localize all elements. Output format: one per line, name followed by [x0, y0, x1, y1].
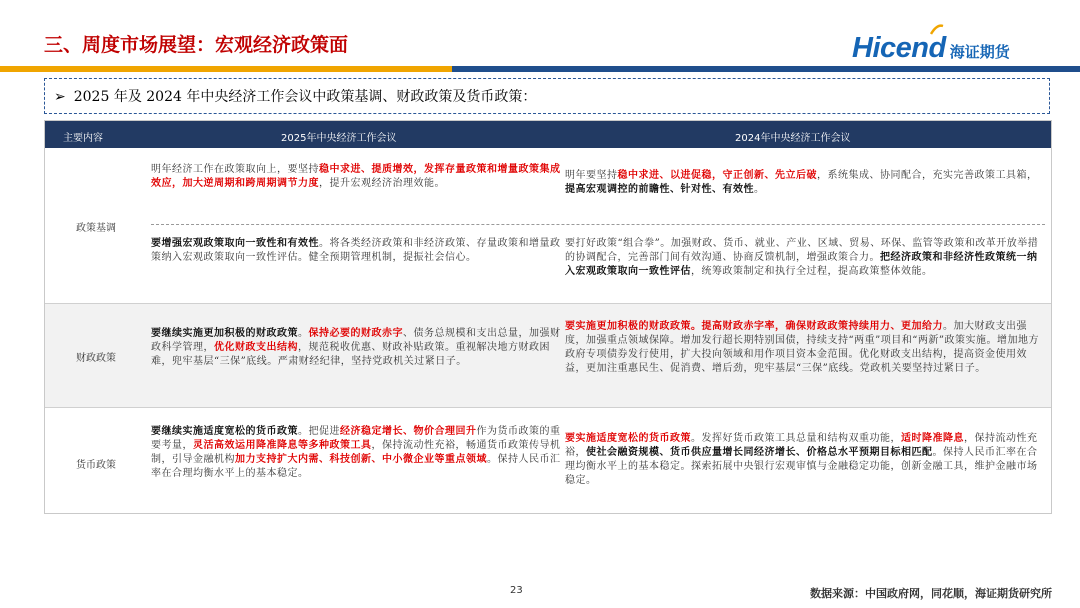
slide-title: 三、周度市场展望：宏观经济政策面 [44, 34, 349, 56]
text-segment: 。发挥好货币政策工具总量和结构双重功能， [691, 433, 901, 444]
text-segment: 提高宏观调控的前瞻性、针对性、有效性 [565, 184, 754, 195]
logo-swoosh-icon [930, 24, 944, 36]
cell-2024-tone-b [565, 237, 1045, 279]
section-subtitle [54, 86, 536, 106]
cell-2025-monetary [151, 425, 561, 481]
arrow-bullet-icon: ➢ [54, 89, 66, 105]
policy-comparison-table [44, 120, 1052, 514]
text-segment: ，保持流动性充裕，畅通货币政策传导机制，引导金融机构 [151, 440, 561, 465]
text-segment: ，提升宏观经济治理效能。 [319, 178, 445, 189]
text-segment: 。加大财政支出强度，加强重点领域保障。增加发行超长期特别国债，持续支持“两重”项目和“两新”政策实施。增加地方政府专项债券发行使用，扩大投向领域和用作项目资本金范围。优化财政支出结构，提高资金使用效益，更加注重惠民生、促消费、增后劲，兜牢基层“三保”底线。党政机关要坚持过紧日子。 [565, 321, 1039, 374]
logo-chinese-name: 海证期货 [949, 42, 1010, 61]
text-segment: 要继续实施更加积极的财政政策 [151, 328, 298, 339]
text-segment: 。保持人民币汇率在合理均衡水平上的基本稳定。 [151, 454, 561, 479]
cell-2024-monetary [565, 432, 1045, 488]
text-segment: ，系统集成、协同配合，充实完善政策工具箱， [817, 170, 1038, 181]
data-source-note: 数据来源：中国政府网，同花顺，海证期货研究所 [810, 587, 1052, 600]
text-segment: 优化财政支出结构 [214, 342, 298, 353]
cell-2025-tone-a [151, 163, 561, 191]
text-segment: 要实施更加积极的财政政策。提高财政赤字率，确保财政政策持续用力、更加给力 [565, 321, 943, 332]
text-segment: 。把促进 [298, 426, 340, 437]
cell-2024-fiscal [565, 320, 1045, 376]
cell-2025-fiscal [151, 327, 561, 369]
row-label-policy-tone: 政策基调 [76, 223, 116, 234]
row-label-fiscal-policy: 财政政策 [76, 353, 116, 364]
header-2025: 2025年中央经济工作会议 [281, 133, 397, 144]
text-segment: 要实施适度宽松的货币政策 [565, 433, 691, 444]
row-inner-divider [151, 224, 1045, 225]
text-segment: 把经济政策和非经济性政策统一纳入宏观政策取向一致性评估 [565, 252, 1038, 277]
text-segment: 明年要坚持 [565, 170, 618, 181]
text-segment: 保持必要的财政赤字 [308, 328, 403, 339]
text-segment: 。保持人民币汇率在合理均衡水平上的基本稳定。探索拓展中央银行宏观审慎与金融稳定功能，创新金融工具，维护金融市场稳定。 [565, 447, 1038, 486]
header-2024: 2024年中央经济工作会议 [735, 133, 851, 144]
text-segment: 明年经济工作在政策取向上，要坚持 [151, 164, 319, 175]
text-segment: 灵活高效运用降准降息等多种政策工具 [193, 440, 372, 451]
text-segment: 适时降准降息 [901, 433, 964, 444]
text-segment: ，保持流动性充裕， [565, 433, 1038, 458]
text-segment: 作为货币政策的重要考量， [151, 426, 561, 451]
text-segment: 加力支持扩大内需、科技创新、中小微企业等重点领域 [235, 454, 487, 465]
text-segment: 稳中求进、以进促稳，守正创新、先立后破 [617, 170, 817, 181]
table-header [45, 121, 1051, 148]
text-segment: 稳中求进、提质增效，发挥存量政策和增量政策集成效应，加大逆周期和跨周期调节力度 [151, 164, 561, 189]
text-segment: 。 [754, 184, 765, 195]
logo-text: Hicend [852, 31, 946, 64]
company-logo [852, 30, 1010, 66]
cell-2025-tone-b [151, 237, 561, 265]
page-number: 23 [510, 585, 523, 596]
text-segment: 、债务总规模和支出总量，加强财政科学管理， [151, 328, 561, 353]
text-segment: 。将各类经济政策和非经济政策、存量政策和增量政策纳入宏观政策取向一致性评估。健全预期管理机制，提振社会信心。 [151, 238, 561, 263]
text-segment: 。 [298, 328, 309, 339]
row-label-monetary-policy: 货币政策 [76, 460, 116, 471]
text-segment: ，规范税收优惠、财政补贴政策。重视解决地方财政困难，兜牢基层“三保”底线。严肃财经纪律，坚持党政机关过紧日子。 [151, 342, 550, 367]
text-segment: 要打好政策“组合拳”。加强财政、货币、就业、产业、区域、贸易、环保、监管等政策和改革开放举措的协调配合，完善部门间有效沟通、协商反馈机制，增强政策合力。 [565, 238, 1039, 263]
header-main-content: 主要内容 [63, 133, 103, 144]
text-segment: ，统筹政策制定和执行全过程，提高政策整体效能。 [691, 266, 933, 277]
subtitle-text: 2025 年及 2024 年中央经济工作会议中政策基调、财政政策及货币政策： [73, 89, 537, 105]
text-segment: 要增强宏观政策取向一致性和有效性 [151, 238, 319, 249]
row-divider [45, 407, 1051, 408]
text-segment: 使社会融资规模、货币供应量增长同经济增长、价格总水平预期目标相匹配 [586, 447, 933, 458]
cell-2024-tone-a [565, 169, 1045, 197]
header-accent-bar [0, 66, 452, 72]
text-segment: 经济稳定增长、物价合理回升 [340, 426, 477, 437]
text-segment: 要继续实施适度宽松的货币政策 [151, 426, 298, 437]
